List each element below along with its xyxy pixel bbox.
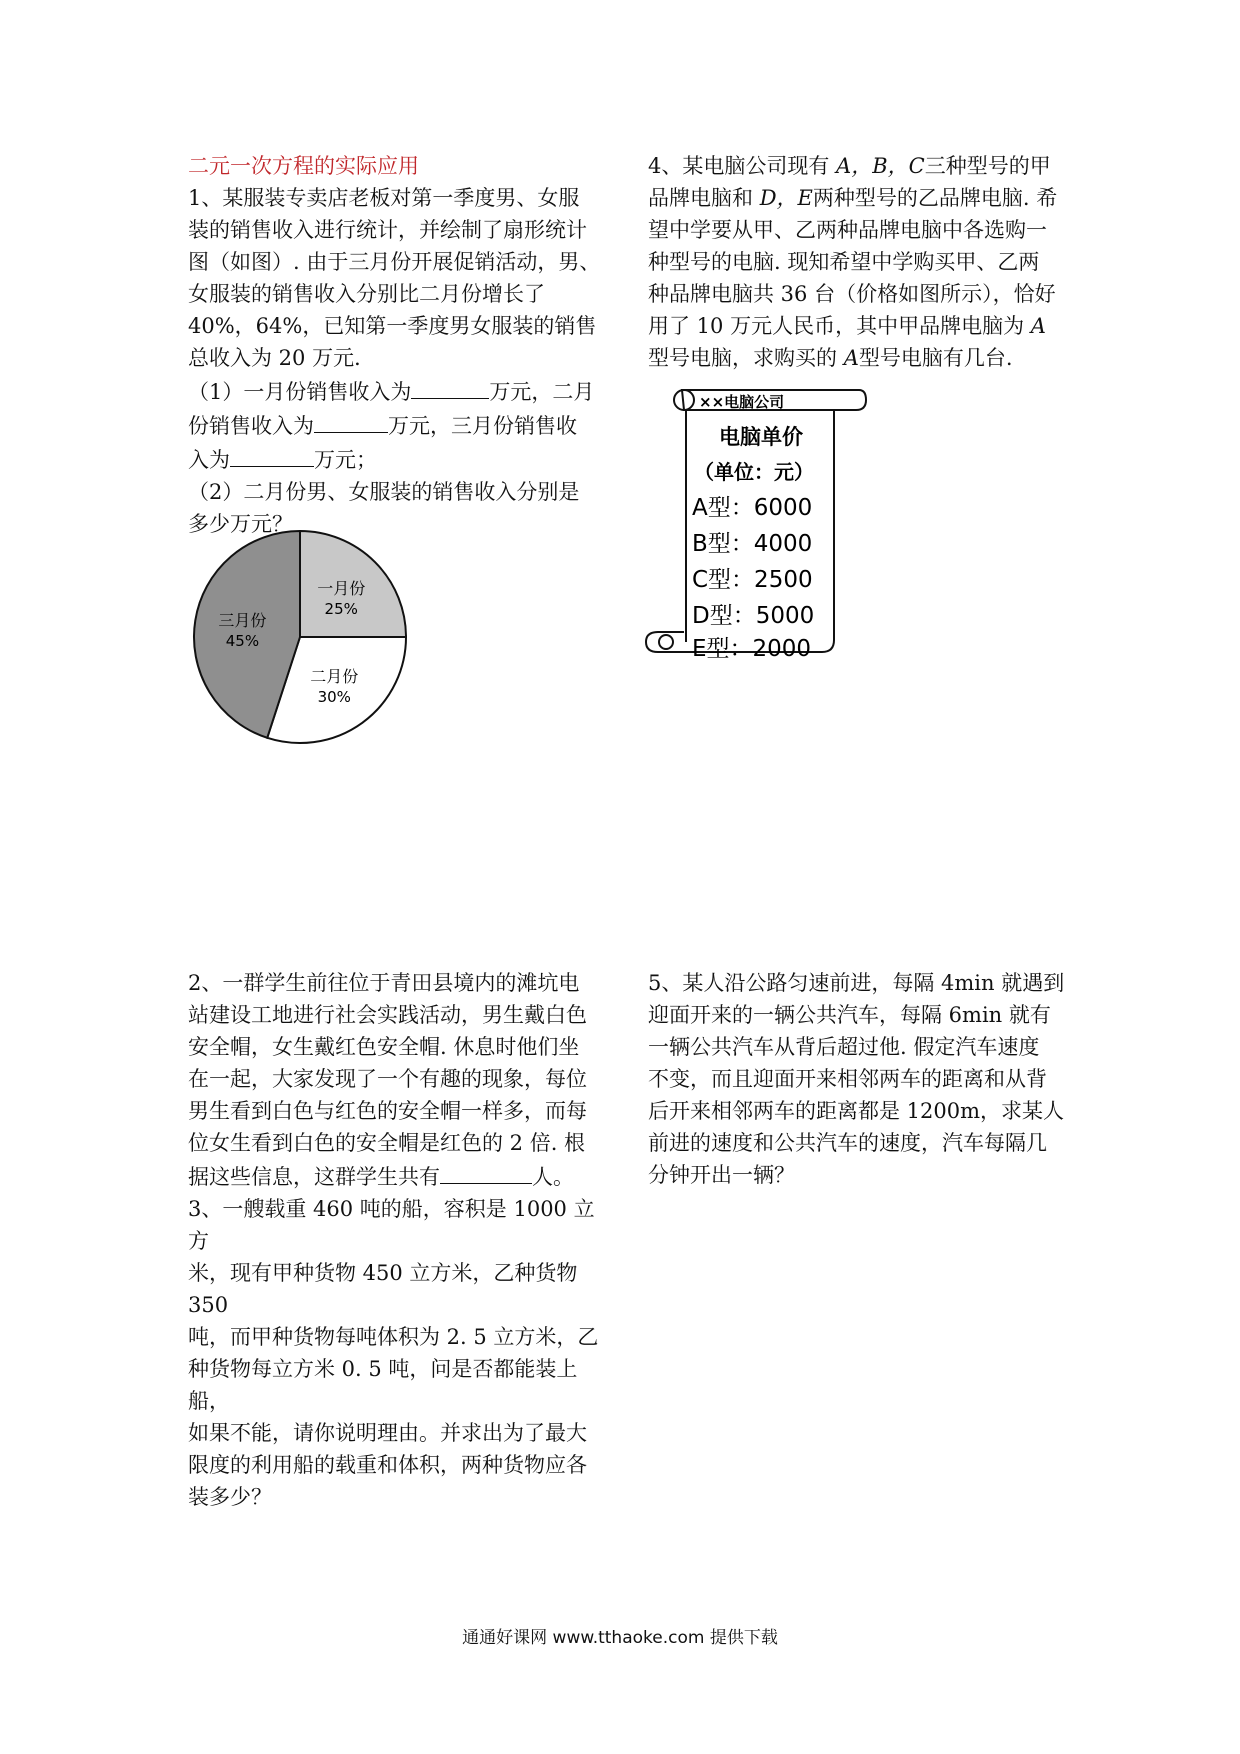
q4-line xyxy=(648,310,1066,342)
q4-text: 两种型号的乙品牌电脑. 希 xyxy=(812,186,1058,210)
q4-line xyxy=(648,342,1066,374)
q1-sub2-line: 多少万元？ xyxy=(188,512,293,536)
q4-text: 品牌电脑和 xyxy=(648,186,760,210)
q4-line xyxy=(648,182,1066,214)
pie-slice-label: 一月份 xyxy=(317,578,366,598)
q1-sub1-line1 xyxy=(188,374,606,408)
pie-chart xyxy=(190,527,410,747)
q3-line: 3、一艘载重 460 吨的船，容积是 1000 立方 xyxy=(188,1197,595,1253)
price-row: C型：2500 xyxy=(692,567,813,593)
q2-line: 站建设工地进行社会实践活动，男生戴白色 xyxy=(188,1003,587,1027)
q5-line: 不变，而且迎面开来相邻两车的距离和从背 xyxy=(648,1067,1047,1091)
q1-sub1-text: 份销售收入为 xyxy=(188,414,314,438)
q1-sub2-line: （2）二月份男、女服装的销售收入分别是 xyxy=(188,480,580,504)
q1-sub1-text: 万元，二月 xyxy=(489,380,595,404)
price-row: D型：5000 xyxy=(692,603,815,629)
q1-sub1-text: （1）一月份销售收入为 xyxy=(188,380,412,404)
footer: 通通好课网 www.tthaoke.com 提供下载 xyxy=(462,1628,778,1648)
price-row: B型：4000 xyxy=(692,531,813,557)
q5-line: 迎面开来的一辆公共汽车，每隔 6min 就有 xyxy=(648,1003,1051,1027)
price-card-heading: 电脑单价 xyxy=(719,425,803,449)
q2-line: 2、一群学生前往位于青田县境内的滩坑电 xyxy=(188,971,580,995)
q4-var: A xyxy=(843,346,859,370)
q3-line: 限度的利用船的载重和体积，两种货物应各 xyxy=(188,1453,587,1477)
q1-sub1-line3 xyxy=(188,442,606,476)
q2-line: 位女生看到白色的安全帽是红色的 2 倍. 根 xyxy=(188,1131,586,1155)
q4-var: D，E xyxy=(759,186,813,210)
q4-text: 型号电脑有几台. xyxy=(858,346,1013,370)
q3-line: 米，现有甲种货物 450 立方米，乙种货物 350 xyxy=(188,1261,578,1317)
q1-line: 1、某服装专卖店老板对第一季度男、女服 xyxy=(188,186,580,210)
pie-slice-label: 三月份 xyxy=(218,610,267,630)
q4-text: 三种型号的甲 xyxy=(924,154,1051,178)
price-card-unit: （单位：元） xyxy=(694,460,814,484)
answer-blank xyxy=(411,374,489,399)
price-row: E型：2000 xyxy=(692,636,812,662)
q4-line: 望中学要从甲、乙两种品牌电脑中各选购一 xyxy=(648,218,1047,242)
pie-slice-value-label: 45% xyxy=(225,631,260,650)
q1-line: 图（如图）. 由于三月份开展促销活动，男、 xyxy=(188,250,601,274)
answer-blank xyxy=(230,442,314,467)
answer-blank xyxy=(440,1159,532,1184)
page-title: 二元一次方程的实际应用 xyxy=(188,154,419,178)
q5-line: 一辆公共汽车从背后超过他. 假定汽车速度 xyxy=(648,1035,1040,1059)
q5-line: 分钟开出一辆？ xyxy=(648,1163,795,1187)
q4-line xyxy=(648,150,1066,182)
right-column-top xyxy=(648,150,1066,374)
q2-last-line xyxy=(188,1159,606,1193)
q1-sub1-line2 xyxy=(188,408,606,442)
q1-sub1-text: 万元，三月份销售收 xyxy=(388,414,577,438)
price-card xyxy=(644,380,869,670)
left-column-bottom xyxy=(188,967,606,1513)
q4-text: 4、某电脑公司现有 xyxy=(648,154,837,178)
q5-line: 后开来相邻两车的距离都是 1200m，求某人 xyxy=(648,1099,1065,1123)
q3-line: 吨，而甲种货物每吨体积为 2. 5 立方米，乙 xyxy=(188,1325,599,1349)
q1-sub1-text: 万元； xyxy=(314,448,377,472)
q2-line: 男生看到白色与红色的安全帽一样多，而每 xyxy=(188,1099,587,1123)
q1-line: 女服装的销售收入分别比二月份增长了 xyxy=(188,282,545,306)
q4-line: 种型号的电脑. 现知希望中学购买甲、乙两 xyxy=(648,250,1040,274)
q3-line: 如果不能，请你说明理由。并求出为了最大 xyxy=(188,1421,587,1445)
answer-blank xyxy=(314,408,388,433)
q2-text: 人。 xyxy=(532,1165,574,1189)
q2-text: 据这些信息，这群学生共有 xyxy=(188,1165,440,1189)
pie-slice-label: 二月份 xyxy=(310,667,359,687)
q5-line: 5、某人沿公路匀速前进，每隔 4min 就遇到 xyxy=(648,971,1065,995)
q2-line: 安全帽，女生戴红色安全帽. 休息时他们坐 xyxy=(188,1035,580,1059)
left-column-top xyxy=(188,150,606,540)
pie-slice-value-label: 25% xyxy=(324,599,358,618)
q1-sub1-text: 入为 xyxy=(188,448,230,472)
price-card-company: ××电脑公司 xyxy=(699,393,785,411)
q3-line: 装多少？ xyxy=(188,1485,272,1509)
q4-text: 用了 10 万元人民币，其中甲品牌电脑为 xyxy=(648,314,1031,338)
price-row: A型：6000 xyxy=(692,495,813,521)
q5-line: 前进的速度和公共汽车的速度，汽车每隔几 xyxy=(648,1131,1047,1155)
q3-line: 种货物每立方米 0. 5 吨，问是否都能装上船， xyxy=(188,1357,578,1413)
q4-var: A xyxy=(1030,314,1046,338)
right-column-bottom xyxy=(648,967,1066,1191)
q1-line: 40%，64%，已知第一季度男女服装的销售 xyxy=(188,314,597,338)
pie-slice-value-label: 30% xyxy=(317,688,351,707)
q4-var: A，B，C xyxy=(836,154,925,178)
q2-line: 在一起，大家发现了一个有趣的现象，每位 xyxy=(188,1067,587,1091)
q1-line: 装的销售收入进行统计，并绘制了扇形统计 xyxy=(188,218,587,242)
q4-line: 种品牌电脑共 36 台（价格如图所示），恰好 xyxy=(648,282,1056,306)
q1-line: 总收入为 20 万元． xyxy=(188,346,376,370)
q4-text: 型号电脑，求购买的 xyxy=(648,346,844,370)
